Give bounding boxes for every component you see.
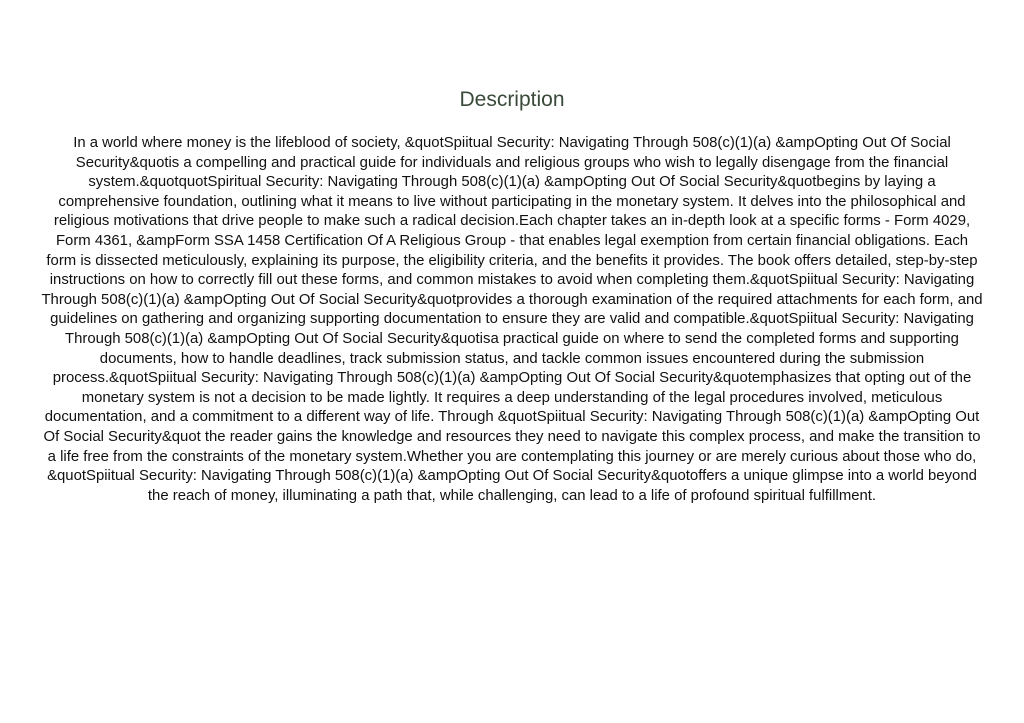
description-paragraph: In a world where money is the lifeblood of society, &quotSpiitual Security: Navigating Through 508(c)(1)(a) &ampOpting Out Of Social Security&quotis a compelling and practical guide for individuals and religious groups who wish to legally disengage from the financial system.&quotquotSpiritual Security: Navigating Through 508(c)(1)(a) &ampOpting Out Of Social Security&quotbegins by laying a comprehensive foundation, outlining what it means to live without participating in the monetary system. It delves into the philosophical and religious motivations that drive people to make such a radical decision.Each chapter takes an in-depth look at a specific forms - Form 4029, Form 4361, &ampForm SSA 1458 Certification Of A Religious Group - that enables legal exemption from certain financial obligations. Each form is dissected meticulously, explaining its purpose, the eligibility criteria, and the benefits it provides. The book offers detailed, step-by-step instructions on how to correctly fill out these forms, and common mistakes to avoid when completing them.&quotSpiitual Security: Navigating Through 508(c)(1)(a) &ampOpting Out Of Social Security&quotprovides a thorough examination of the required attachments for each form, and guidelines on gathering and organizing supporting documentation to ensure they are valid and compatible.&quotSpiitual Security: Navigating Through 508(c)(1)(a) &ampOpting Out Of Social Security&quotisa practical guide on where to send the completed forms and supporting documents, how to handle deadlines, track submission status, and tackle common issues encountered during the submission process.&quotSpiitual Security: Navigating Through 508(c)(1)(a) &ampOpting Out Of Social Security&quotemphasizes that opting out of the monetary system is not a decision to be made lightly. It requires a deep understanding of the legal procedures involved, meticulous documentation, and a commitment to a different way of life. Through &quotSpiitual Security: Navigating Through 508(c)(1)(a) &ampOpting Out Of Social Security&quot the reader gains the knowledge and resources they need to navigate this complex process, and make the transition to a life free from the constraints of the monetary system.Whether you are contemplating this journey or are merely curious about those who do, &quotSpiitual Security: Navigating Through 508(c)(1)(a) &ampOpting Out Of Social Security&quotoffers a unique glimpse into a world beyond the reach of money, illuminating a path that, while challenging, can lead to a life of profound spiritual fulfillment. [41, 135, 983, 504]
page-title: Description [459, 88, 565, 111]
